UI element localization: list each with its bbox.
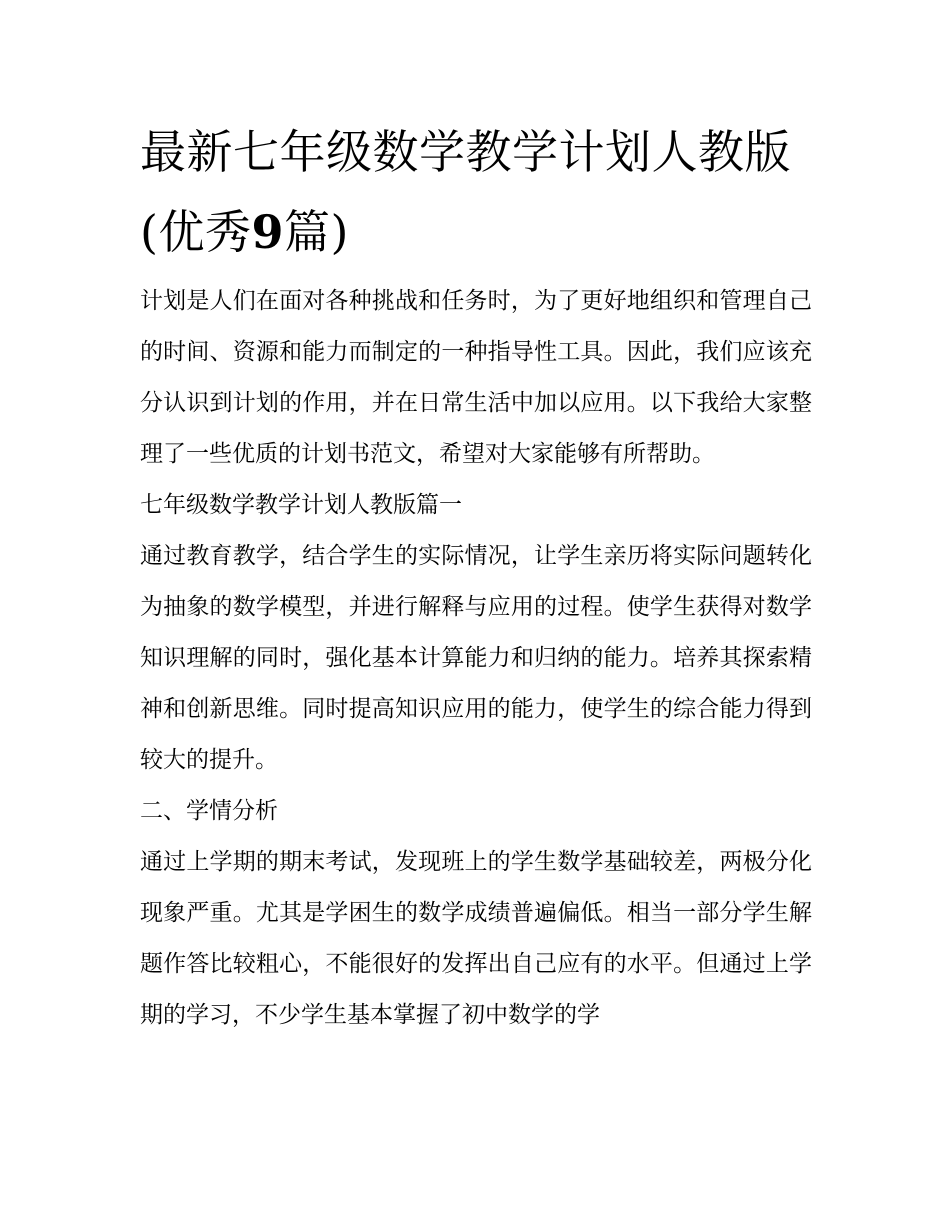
subheading-student-analysis: 二、学情分析 bbox=[140, 798, 278, 824]
section-paragraph-goals: 通过教育教学，结合学生的实际情况，让学生亲历将实际问题转化为抽象的数学模型，并进行解释与应用的过程。使学生获得对数学知识理解的同时，强化基本计算能力和归纳的能力。培养其探索精神和创新思维。同时提高知识应用的能力，使学生的综合能力得到较大的提升。 bbox=[140, 543, 812, 773]
section-title: 七年级数学教学计划人教版篇一 bbox=[140, 492, 462, 518]
title-number: 9 bbox=[251, 205, 284, 259]
title-text-part1: 最新七年级数学教学计划人教版(优秀 bbox=[140, 125, 791, 259]
title-text-part2: 篇) bbox=[283, 205, 349, 259]
document-title bbox=[140, 112, 812, 272]
section-paragraph-analysis: 通过上学期的期末考试，发现班上的学生数学基础较差，两极分化现象严重。尤其是学困生的数学成绩普遍偏低。相当一部分学生解题作答比较粗心，不能很好的发挥出自己应有的水平。但通过上学期的学习，不少学生基本掌握了初中数学的学 bbox=[140, 849, 812, 1028]
intro-paragraph: 计划是人们在面对各种挑战和任务时，为了更好地组织和管理自己的时间、资源和能力而制定的一种指导性工具。因此，我们应该充分认识到计划的作用，并在日常生活中加以应用。以下我给大家整理了一些优质的计划书范文，希望对大家能够有所帮助。 bbox=[140, 288, 812, 467]
document-body bbox=[140, 112, 812, 1041]
